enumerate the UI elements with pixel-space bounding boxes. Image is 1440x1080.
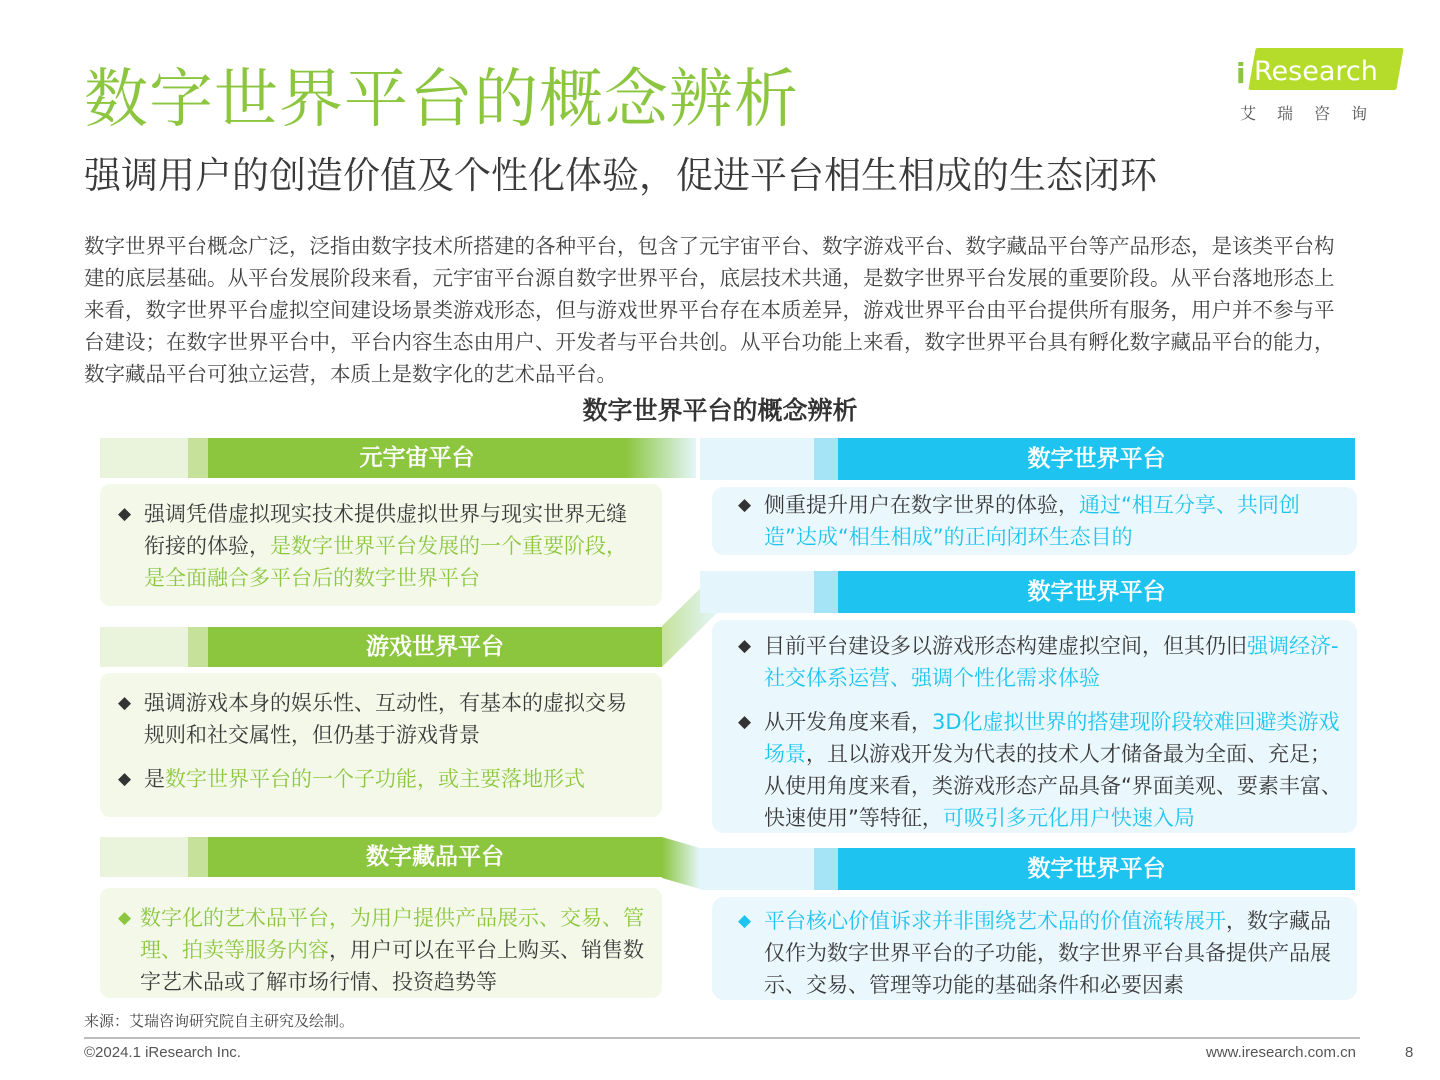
item-highlight: 通过“相互分享、共同创造”达成“相生相成”的正向闭环生态目的	[764, 493, 1300, 549]
list-item	[118, 902, 644, 998]
header-digital-world-platform-1	[700, 438, 1355, 480]
logo-brand-text: Research	[1254, 56, 1378, 87]
diamond-bullet-icon: ◆	[118, 769, 132, 789]
item-text: 从开发角度来看，	[764, 710, 932, 734]
list-item	[118, 763, 644, 795]
box-metaverse-platform	[100, 484, 662, 606]
header-label: 元宇宙平台	[359, 445, 475, 471]
item-highlight-2: 可吸引多元化用户快速入局	[942, 806, 1195, 830]
header-label: 游戏世界平台	[366, 634, 504, 660]
item-highlight: 数字化的艺术品平台，为用户提供产品展示、交易、管理、拍卖等服务内容	[140, 906, 644, 962]
list-item	[738, 630, 1345, 694]
header-label: 数字藏品平台	[366, 844, 504, 870]
item-highlight: 平台核心价值诉求并非围绕艺术品的价值流转展开	[764, 909, 1226, 933]
header-digital-world-platform-3	[700, 848, 1355, 890]
list-item	[738, 706, 1345, 834]
header-metaverse-platform	[100, 438, 696, 478]
diagram-title: 数字世界平台的概念辨析	[582, 396, 858, 425]
item-text: 强调凭借虚拟现实技术提供虚拟世界与现实世界无缝衔接的体验，	[144, 502, 627, 558]
diamond-bullet-icon: ◆	[118, 693, 132, 713]
diamond-bullet-icon: ◆	[738, 911, 752, 931]
item-text-continued: ，用户可以在平台上购买、销售数字艺术品或了解市场行情、投资趋势等	[140, 938, 644, 994]
header-label: 数字世界平台	[1027, 446, 1166, 472]
item-text-continued: ，数字藏品仅作为数字世界平台的子功能，数字世界平台具备提供产品展示、交易、管理等功能的基础条件和必要因素	[764, 909, 1331, 997]
item-highlight: 强调经济-社交体系运营、强调个性化需求体验	[764, 634, 1339, 690]
copyright: ©2024.1 iResearch Inc.	[84, 1044, 241, 1061]
header-label: 数字世界平台	[1027, 579, 1166, 605]
header-game-world-platform	[100, 627, 662, 667]
header-label: 数字世界平台	[1027, 856, 1166, 882]
diamond-bullet-icon: ◆	[118, 504, 132, 524]
page-title: 数字世界平台的概念辨析	[84, 63, 799, 137]
item-text: 强调游戏本身的娱乐性、互动性，有基本的虚拟交易规则和社交属性，但仍基于游戏背景	[144, 691, 627, 747]
list-item	[118, 687, 644, 751]
list-item	[738, 489, 1345, 553]
logo-cn-name: 艾瑞咨询	[1240, 104, 1389, 123]
website-link[interactable]: www.iresearch.com.cn	[1205, 1044, 1356, 1061]
list-item	[118, 498, 644, 594]
item-text: 目前平台建设多以游戏形态构建虚拟空间，但其仍旧	[764, 634, 1247, 658]
page-number: 8	[1405, 1044, 1414, 1061]
item-highlight: 是数字世界平台发展的一个重要阶段，是全面融合多平台后的数字世界平台	[144, 534, 627, 590]
box-digital-world-platform-3	[712, 897, 1357, 1000]
box-digital-world-platform-2	[712, 620, 1357, 833]
item-text: 是	[144, 767, 165, 791]
diamond-bullet-icon: ◆	[738, 495, 752, 515]
logo-prefix: i	[1236, 57, 1246, 90]
header-digital-collectibles-platform	[100, 837, 662, 877]
item-text: 侧重提升用户在数字世界的体验，	[764, 493, 1079, 517]
source-note: 来源：艾瑞咨询研究院自主研究及绘制。	[84, 1012, 355, 1030]
diamond-bullet-icon: ◆	[738, 636, 752, 656]
intro-paragraph: 数字世界平台概念广泛，泛指由数字技术所搭建的各种平台，包含了元宇宙平台、数字游戏平台、数字藏品平台等产品形态，是该类平台构建的底层基础。从平台发展阶段来看，元宇宙平台源自数字世界平台，底层技术共通，是数字世界平台发展的重要阶段。从平台落地形态上来看，数字世界平台虚拟空间建设场景类游戏形态，但与游戏世界平台存在本质差异，游戏世界平台由平台提供所有服务，用户并不参与平台建设；在数字世界平台中，平台内容生态由用户、开发者与平台共创。从平台功能上来看，数字世界平台具有孵化数字藏品平台的能力，数字藏品平台可独立运营，本质上是数字化的艺术品平台。	[84, 234, 1335, 386]
item-highlight: 3D化虚拟世界的搭建现阶段较难回避类游戏场景	[764, 710, 1340, 766]
list-item	[738, 905, 1345, 1001]
footer-divider	[84, 1037, 1360, 1039]
iresearch-logo	[1236, 46, 1406, 126]
item-text-continued: ，且以游戏开发为代表的技术人才储备最为全面、充足；从使用角度来看，类游戏形态产品具备“界面美观、要素丰富、快速使用”等特征，	[764, 742, 1342, 830]
box-digital-world-platform-1	[712, 487, 1357, 555]
page-subtitle: 强调用户的创造价值及个性化体验，促进平台相生相成的生态闭环	[84, 154, 1157, 197]
item-highlight: 数字世界平台的一个子功能，或主要落地形式	[165, 767, 585, 791]
diamond-bullet-icon: ◆	[118, 908, 132, 928]
diamond-bullet-icon: ◆	[738, 712, 752, 732]
box-digital-collectibles-platform	[100, 888, 662, 998]
header-digital-world-platform-2	[700, 571, 1355, 613]
connector-row3	[662, 837, 700, 889]
box-game-world-platform	[100, 673, 662, 817]
